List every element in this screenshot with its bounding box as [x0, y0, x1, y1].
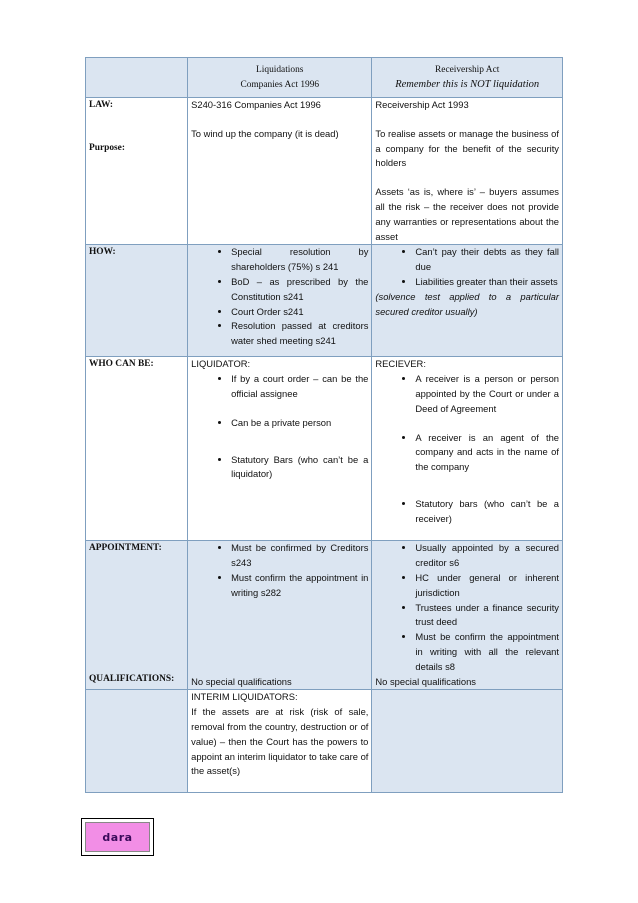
interim-cell	[188, 690, 372, 793]
liquidations-subtitle: Companies Act 1996	[240, 79, 320, 90]
interim-empty-right-cell	[372, 690, 563, 793]
list-item: • Statutory Bars (who can’t be a liquidator)	[231, 453, 368, 483]
law-row	[86, 98, 563, 245]
appointment-label: APPOINTMENT:	[89, 543, 162, 554]
list-item: • Must be confirmed by Creditors s243	[231, 541, 368, 571]
rec-qualifications-text: No special qualifications	[375, 675, 476, 687]
receiver-heading: RECIEVER:	[375, 358, 426, 370]
dara-stamp	[81, 818, 154, 856]
receivership-subtitle: Remember this is NOT liquidation	[395, 78, 540, 90]
list-item: • Resolution passed at creditors water shed meeting s241	[231, 319, 368, 349]
list-item: • Statutory bars (who can’t be a receiver)	[415, 497, 559, 527]
list-item: • Must confirm the appointment in writing s282	[231, 571, 368, 601]
liq-appointment-cell	[188, 541, 372, 690]
list-item: • Must be confirm the appointment in writing with all the relevant details s8	[415, 630, 559, 674]
liq-how-cell	[188, 245, 372, 357]
list-item: • Can be a private person	[231, 416, 368, 431]
list-item: • A receiver is a person or person appointed by the Court or under a Deed of Agreement	[415, 372, 559, 416]
list-item: • BoD – as prescribed by the Constitution s241	[231, 275, 368, 305]
liq-law-text: S240-316 Companies Act 1996	[191, 99, 321, 110]
interim-empty-label-cell	[86, 690, 188, 793]
qualifications-label: QUALIFICATIONS:	[89, 673, 175, 684]
rec-who-list	[375, 372, 559, 526]
who-label: WHO CAN BE:	[86, 357, 188, 541]
rec-law-text: Receivership Act 1993	[375, 99, 469, 110]
list-item: • Trustees under a finance security trust deed	[415, 601, 559, 631]
header-empty-cell	[86, 58, 188, 98]
comparison-table	[85, 57, 563, 793]
rec-how-list	[375, 245, 559, 289]
how-row	[86, 245, 563, 357]
list-item: • Court Order s241	[231, 305, 368, 320]
header-row	[86, 58, 563, 98]
liq-purpose-text: To wind up the company (it is dead)	[191, 127, 339, 139]
list-item: • Can’t pay their debts as they fall due	[415, 245, 559, 275]
law-label: LAW:	[89, 100, 113, 110]
list-item: • HC under general or inherent jurisdiction	[415, 571, 559, 601]
dara-stamp-label: dara	[85, 822, 150, 852]
list-item: • Special resolution by shareholders (75%) s 241	[231, 245, 368, 275]
interim-text: If the assets are at risk (risk of sale, removal from the country, destruction or of value) – then the Court has the powers to appoint an interim liquidator to take care of the asset(s)	[191, 706, 369, 777]
liq-appointment-list	[191, 541, 368, 600]
rec-how-cell	[372, 245, 563, 357]
rec-how-note: (solvence test applied to a particular secured creditor usually)	[375, 290, 559, 317]
rec-appointment-list	[375, 541, 559, 674]
interim-heading: INTERIM LIQUIDATORS:	[191, 691, 298, 703]
law-label-cell	[86, 98, 188, 245]
liquidations-header	[188, 58, 372, 98]
rec-who-cell	[372, 357, 563, 541]
liq-how-list	[191, 245, 368, 349]
who-row	[86, 357, 563, 541]
liq-law-cell	[188, 98, 372, 245]
liquidations-title: Liquidations	[256, 65, 304, 75]
list-item: • If by a court order – can be the official assignee	[231, 372, 368, 402]
rec-law-cell	[372, 98, 563, 245]
purpose-label: Purpose:	[89, 142, 125, 153]
receivership-header	[372, 58, 563, 98]
liq-qualifications-text: No special qualifications	[191, 675, 292, 687]
liq-who-cell	[188, 357, 372, 541]
rec-assets-text: Assets ‘as is, where is’ – buyers assumes all the risk – the receiver does not provide any warranties or representations about the asset	[375, 186, 559, 242]
list-item: • Usually appointed by a secured creditor s6	[415, 541, 559, 571]
list-item: • A receiver is an agent of the company and acts in the name of the company	[415, 431, 559, 475]
interim-row	[86, 690, 563, 793]
liquidator-heading: LIQUIDATOR:	[191, 358, 251, 370]
liq-who-list	[191, 372, 368, 482]
list-item: • Liabilities greater than their assets	[415, 275, 559, 290]
appointment-label-cell	[86, 541, 188, 690]
rec-appointment-cell	[372, 541, 563, 690]
appointment-row	[86, 541, 563, 690]
how-label: HOW:	[86, 245, 188, 357]
receivership-title: Receivership Act	[435, 65, 500, 75]
rec-purpose-text: To realise assets or manage the business of a company for the benefit of the security holders	[375, 127, 559, 169]
